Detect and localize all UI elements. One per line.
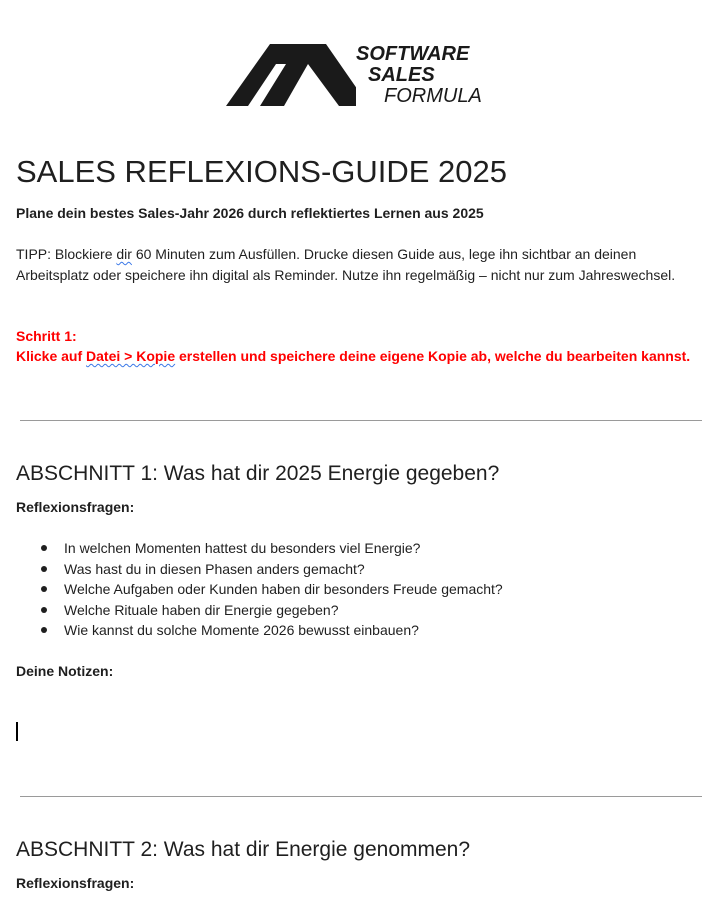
text-cursor[interactable] [16,722,18,741]
logo-text-line3: FORMULA [384,85,482,107]
question-text: Was hast du in diesen Phasen anders gemacht? [64,560,365,577]
section1-questions-label[interactable]: Reflexionsfragen: [16,499,135,515]
bullet-icon [41,566,47,572]
horizontal-divider [20,420,702,421]
step-instruction[interactable] [16,346,706,367]
step-label[interactable]: Schritt 1: [16,328,77,344]
document-subtitle[interactable]: Plane dein bestes Sales-Jahr 2026 durch reflektiertes Lernen aus 2025 [16,205,484,221]
list-item[interactable] [38,620,503,641]
document-title[interactable]: SALES REFLEXIONS-GUIDE 2025 [16,154,508,189]
tip-text-end: 60 Minuten zum Ausfüllen. Drucke diesen Guide aus, lege ihn sichtbar an deinen Arbeitsplatz oder speichere ihn digital als Reminder. Nutze ihn regelmäßig – nicht nur zum Jahreswechsel. [16,246,676,283]
bullet-icon [41,545,47,551]
section2-heading[interactable]: ABSCHNITT 2: Was hat dir Energie genommen? [16,838,471,861]
section1-heading[interactable]: ABSCHNITT 1: Was hat dir 2025 Energie gegeben? [16,462,500,485]
bullet-icon [41,627,47,633]
tip-text-start: TIPP: Blockiere [16,246,117,262]
list-item[interactable] [38,600,503,621]
section1-question-list [38,538,503,641]
logo-text-line2: SALES [368,64,435,86]
spellcheck-flagged-word[interactable]: dir [116,246,132,262]
tip-paragraph[interactable] [16,244,706,285]
bullet-icon [41,607,47,613]
section1-notes-label[interactable]: Deine Notizen: [16,663,114,679]
horizontal-divider [20,796,702,797]
question-text: Welche Rituale haben dir Energie gegeben? [64,601,339,618]
step-text-end: erstellen und speichere deine eigene Kopie ab, welche du bearbeiten kannst. [175,348,691,364]
list-item[interactable] [38,559,503,580]
bullet-icon [41,586,47,592]
question-text: Welche Aufgaben oder Kunden haben dir besonders Freude gemacht? [64,581,503,597]
file-copy-menu-reference[interactable]: Datei > Kopie [86,348,176,364]
list-item[interactable] [38,538,503,559]
section2-questions-label[interactable]: Reflexionsfragen: [16,875,135,891]
company-logo [226,44,496,106]
list-item[interactable] [38,579,503,600]
step-text-start: Klicke auf [16,348,87,364]
logo-text-line1: SOFTWARE [356,43,470,65]
question-text: In welchen Momenten hattest du besonders viel Energie? [64,540,421,556]
question-text: Wie kannst du solche Momente 2026 bewusst einbauen? [64,622,419,638]
mountain-logo-icon [226,44,356,106]
